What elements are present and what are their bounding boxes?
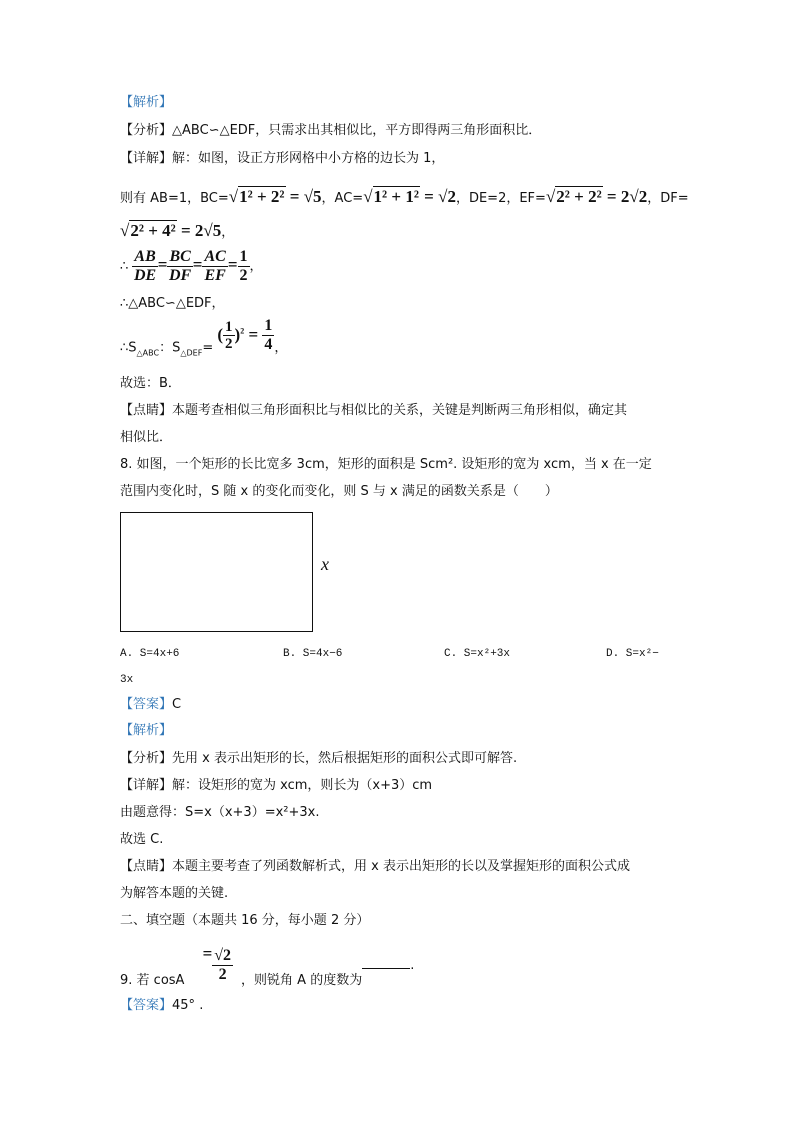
tag: 【点睛】 <box>120 403 173 418</box>
num: BC <box>169 248 191 265</box>
equation-line: 由题意得：S=x（x+3）=x²+3x. <box>120 805 320 820</box>
radicand: 1² + 2² <box>239 187 285 206</box>
therefore: ∴ <box>120 259 129 274</box>
choice-line: 故选 C. <box>120 832 164 847</box>
num: √2 <box>214 947 232 964</box>
tag: 【答案】 <box>120 998 173 1013</box>
question-9 <box>120 940 414 990</box>
figure-label-x: x <box>321 554 329 574</box>
text: ， <box>274 340 288 356</box>
option-a: A. S=4x+6 <box>120 648 180 660</box>
text: 则有 AB=1，BC= <box>120 191 229 206</box>
den: DF <box>169 267 192 284</box>
result: = 2√5 <box>180 221 222 240</box>
option-d-cont: 3x <box>120 674 134 686</box>
tag: 【分析】 <box>120 123 173 138</box>
answer-line <box>120 997 203 1015</box>
text: 解：如图，设正方形网格中小方格的边长为 1， <box>172 151 445 166</box>
num: AC <box>204 248 226 265</box>
fraction <box>238 248 250 285</box>
radicand: 1² + 1² <box>373 187 419 206</box>
text: 本题考查相似三角形面积比与相似比的关系，关键是判断两三角形相似，确定其 <box>172 403 628 418</box>
tag: 【详解】 <box>120 778 173 793</box>
comment-line <box>120 858 630 876</box>
text: ，DF= <box>647 191 689 206</box>
text: ：S <box>159 340 181 356</box>
ratio-line <box>120 246 263 286</box>
power: 2 <box>240 326 245 335</box>
question-8-line-2: 范围内变化时，S 随 x 的变化而变化，则 S 与 x 满足的函数关系是（ ） <box>120 484 558 499</box>
sub: △ABC <box>136 348 160 358</box>
text: ，则锐角 A 的度数为 <box>241 973 363 988</box>
text: 本题主要考查了列函数解析式，用 x 表示出矩形的长以及掌握矩形的面积公式成 <box>172 859 630 874</box>
option-d: D. S=x²− <box>606 648 659 660</box>
tag: 【分析】 <box>120 751 173 766</box>
answer-line <box>120 696 181 714</box>
rectangle-figure <box>120 512 313 632</box>
den: 2 <box>239 267 248 284</box>
analysis-line <box>120 750 517 768</box>
text: ， <box>249 259 263 274</box>
detail-line <box>120 150 444 168</box>
result: = 2√2 <box>606 187 648 206</box>
answer: C <box>172 697 182 712</box>
section-heading: 二、填空题（本题共 16 分，每小题 2 分） <box>120 913 370 928</box>
eq: = <box>157 255 168 274</box>
radicand: 2² + 4² <box>130 221 176 240</box>
num: 1 <box>225 319 233 336</box>
fraction <box>202 248 227 285</box>
fraction <box>167 248 192 285</box>
num: 1 <box>239 248 248 265</box>
fraction <box>132 248 157 285</box>
text: 解：设矩形的宽为 xcm，则长为（x+3）cm <box>172 778 433 793</box>
text: . <box>410 958 415 973</box>
eq: = <box>248 324 259 344</box>
num: AB <box>134 248 156 265</box>
result: = √5 <box>289 187 322 206</box>
text: ，DE=2，EF= <box>455 191 546 206</box>
choice-line: 故选：B． <box>120 376 181 391</box>
den: 2 <box>218 966 227 983</box>
tag: 【点睛】 <box>120 859 173 874</box>
lengths-line: 则有 AB=1，BC=√1² + 2² = √5，AC=√1² + 1² = √2，DE=2，EF=√2² + 2² = 2√2，DF= <box>120 187 689 206</box>
text: 先用 x 表示出矩形的长，然后根据矩形的面积公式即可解答. <box>172 751 518 766</box>
answer-blank <box>362 956 410 969</box>
area-line: $\therefore S_{\triangle ABC}$：$S_{\triangle DEF}=$ ( $\frac{1}{2}$ )$^2$ = $\frac{1}{4}$ ， <box>120 317 288 358</box>
eq: = <box>202 944 213 963</box>
analysis-line <box>120 122 541 140</box>
analysis-heading: 【解析】 <box>120 723 173 738</box>
den: DE <box>133 267 157 284</box>
text: ∴S <box>120 340 137 356</box>
result: = √2 <box>424 187 456 206</box>
comment-line-2: 为解答本题的关键. <box>120 886 229 901</box>
den: EF <box>204 267 226 284</box>
radicand: 2² + 2² <box>556 187 602 206</box>
text: ，AC= <box>321 191 364 206</box>
option-c: C. S=x²+3x <box>444 648 511 660</box>
num: 1 <box>264 317 273 335</box>
text: △ABC∽△EDF，只需求出其相似比，平方即得两三角形面积比． <box>172 123 542 138</box>
analysis-heading: 【解析】 <box>120 95 173 110</box>
sub: △DEF <box>180 348 203 358</box>
option-b: B. S=4x−6 <box>283 648 343 660</box>
den: 4 <box>264 336 273 354</box>
eq: = <box>192 255 203 274</box>
answer: 45° . <box>172 998 204 1013</box>
eq: = <box>227 255 238 274</box>
tag: 【答案】 <box>120 697 173 712</box>
detail-line <box>120 777 432 795</box>
question-8-line-1: 8. 如图，一个矩形的长比宽多 3cm，矩形的面积是 Scm². 设矩形的宽为 xcm，当 x 在一定 <box>120 457 652 472</box>
text: ， <box>221 225 235 240</box>
text: = <box>202 340 214 356</box>
text: 9. 若 cosA <box>120 973 185 988</box>
tag: 【详解】 <box>120 151 173 166</box>
den: 2 <box>225 336 233 353</box>
comment-line-2: 相似比． <box>120 430 173 445</box>
comment-line <box>120 402 627 420</box>
similar-line: ∴△ABC∽△EDF， <box>120 296 225 311</box>
df-line: √2² + 4² = 2√5， <box>120 221 235 240</box>
